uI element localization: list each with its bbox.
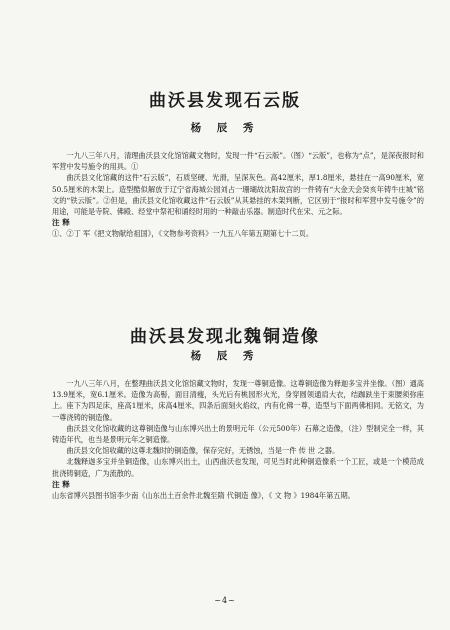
article-1-author: 杨 辰 秀 [190, 122, 260, 134]
article-2-notes-heading: 注 释 [52, 479, 70, 489]
article-2-paragraph: 一九八三年八月，在整理曲沃县文化馆馆藏文物时，发现一尊铜造像。这尊铜造像为释迦多宝并坐像。（图）通高13.9厘米，宽6.1厘米。造像为高髻，面目清瘦，头光后有桃园形火光，身穿圆领通肩大衣，结跏趺坐于束腰须弥座上。座下为四足床，座高1厘米，床高4厘米，四条后面刻火焰纹，内有化佛一尊，造型与下面两佛相同。无铭文，为一尊浇铸的铜造像。 [52, 379, 424, 422]
article-1-note: ①、②丁 军《把文物献给祖国》，《文物参考资料》一九五八年第五期第七十二页。 [52, 229, 314, 239]
article-2-paragraph: 曲沃县文化馆收藏的这尊北魏时的铜造像，保存完好，无锈蚀，当是一件 传 世 之器。 [66, 446, 340, 456]
article-2-author: 杨 辰 秀 [190, 350, 260, 362]
article-2-note: 山东省博兴县图书馆李少南《山东出土百余件北魏至隋 代铜造 像》，《 文 物 》1984年第五期。 [52, 491, 355, 501]
article-2-paragraph: 北魏释迦多宝并坐铜造像，山东博兴出土，山西曲沃也发现，可见当时此种铜造像系一个工匠，或是一个模范成批浇铸铜造，广为流散的。 [52, 457, 424, 478]
article-1-title: 曲沃县发现石云版 [149, 91, 301, 111]
article-2-paragraph: 曲沃县文化馆收藏的这尊铜造像与山东博兴出土的景明元年（公元500年）石幕之造像，（注）型制完全一样，其铸造年代，也当是景明元年之铜造像。 [52, 423, 424, 445]
article-1-paragraph: 一九八三年八月，清理曲沃县文化馆馆藏文物时，发现一件“石云版”。（图）“云版”，也称为“点”，是深夜报时和军营中发号施令的用具。① [52, 151, 424, 172]
article-1-paragraph: 曲沃县文化馆藏的这件“石云版”，石质坚硬、光滑，呈深灰色。高42厘米，厚1.8厘米，悬挂在一高90厘米，宽50.5厘米的木架上。造型酷似解放于辽宁省海城公园刘占一珊瑚故沈阳故宫的一件铸有“大金天会癸亥年铸牛庄城”铭文的“铁云版”。②但是，曲沃县文化馆收藏这件“石云版”从其悬挂的木架判断，它区别于“报时和军营中发号施令”的用途，可能是寺院、佛殿、经堂中祭祀和诵经时用的一种敲击乐器。制造时代在宋、元之际。 [52, 173, 424, 217]
article-1-notes-heading: 注 释 [52, 218, 70, 228]
article-1-body [52, 150, 424, 240]
article-2-title: 曲沃县发现北魏铜造像 [130, 327, 320, 347]
page-number: ~4~ [214, 596, 236, 605]
article-2-body [52, 378, 424, 501]
